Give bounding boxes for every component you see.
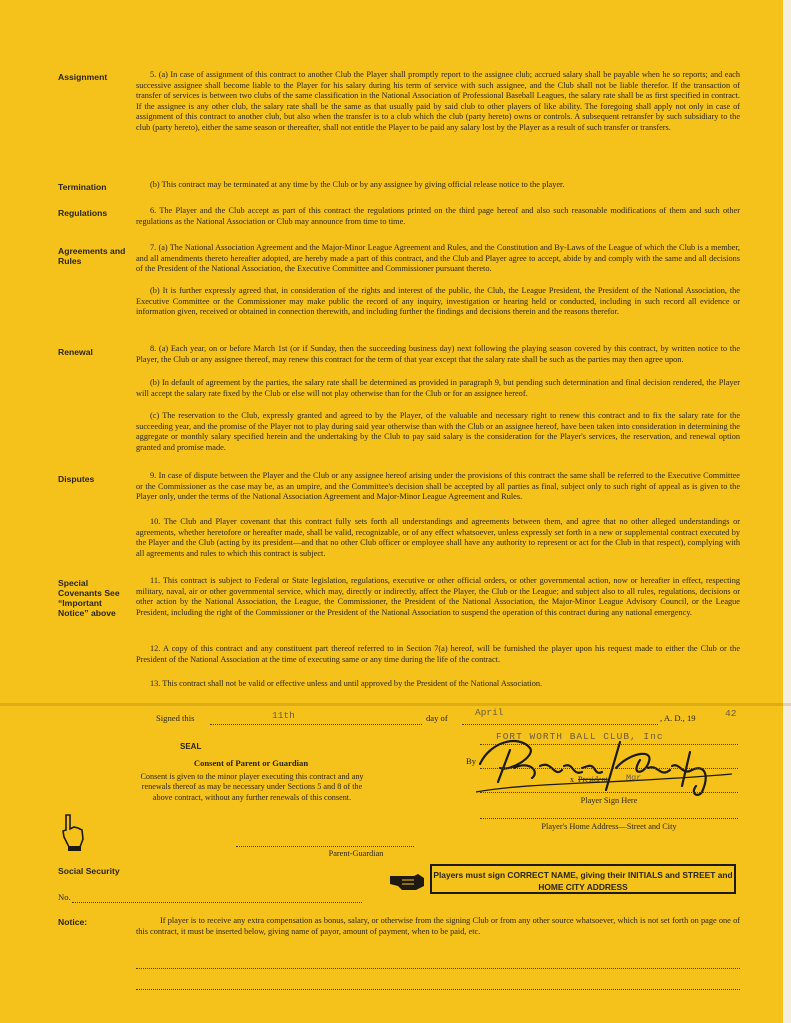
social-security-label: Social Security — [58, 866, 120, 876]
page-edge — [783, 0, 791, 1023]
side-label-special-covenants: Special Covenants See “Important Notice” above — [58, 578, 120, 618]
parent-guardian-line — [236, 846, 414, 847]
side-label-regulations: Regulations — [58, 208, 108, 218]
home-address-label: Player's Home Address—Street and City — [541, 822, 677, 831]
day-value: 11th — [272, 710, 295, 721]
signed-this-label: Signed this — [156, 713, 195, 723]
president-x: x — [570, 775, 574, 784]
paragraph-6: 6. The Player and the Club accept as part of this contract the regulations printed on the third page hereof and also such reasonable modifications of them and such other regulations as the National Association or Club may announce from time to time. — [136, 206, 740, 226]
paragraph-7a: 7. (a) The National Association Agreement and the Major-Minor League Agreement and Rules, and the Constitution and By-Laws of the League of which the Club is a member, and all amendments thereto hereafter adopted, are hereby made a part of this contract, and the Club and Player agree to accept, abide by and comply with the same and all decisions of the President of the National Association, the Executive Committee and Commissioner pursuant thereto. — [136, 243, 740, 274]
notice-label: Notice: — [58, 917, 88, 927]
year-value: 42 — [725, 708, 737, 719]
mgr-value: Mgr — [626, 773, 642, 783]
seal-label: SEAL — [180, 742, 202, 751]
paper-fold — [0, 703, 791, 706]
month-value: April — [475, 707, 504, 718]
paragraph-9: 9. In case of dispute between the Player and the Club or any assignee hereof arising under the provisions of this contract the same shall be referred to the Executive Committee or the Commissioner as the case may be, as an umpire, and the Committee's decision shall be accepted by all parties as final, subject only to such right of appeal as is given to the Player only, under the terms of the National Association Agreement and Major-Minor League Agreement and Rules. — [136, 471, 740, 502]
paragraph-5b: (b) This contract may be terminated at any time by the Club or by any assignee by giving official release notice to the player. — [150, 180, 565, 189]
ad-label: , A. D., 19 — [660, 713, 696, 723]
number-label: No. — [58, 892, 71, 902]
player-sign-label: Player Sign Here — [580, 796, 638, 805]
paragraph-12: 12. A copy of this contract and any constituent part thereof referred to in Section 7(a) hereof, will be furnished the player upon his request made to either the Club or the President of the National Association at the time of executing same or any time during the life of the contract. — [136, 644, 740, 664]
signature-line — [480, 768, 738, 769]
pointing-finger-icon — [388, 868, 428, 892]
pointing-hand-icon — [60, 813, 86, 853]
notice-line-1 — [136, 968, 740, 969]
consent-title: Consent of Parent or Guardian — [193, 758, 309, 768]
consent-body: Consent is given to the minor player executing this contract and any renewals thereof as may be necessary under Sections 5 and 8 of the above contract, without any further renewals of this consent. — [140, 772, 364, 802]
paragraph-13: 13. This contract shall not be valid or effective unless and until approved by the President of the National Association. — [150, 679, 543, 688]
paragraph-10: 10. The Club and Player covenant that this contract fully sets forth all understandings and agreements between them, and agree that no other alleged understandings or agreements, whether heretofore or hereafter made, shall be valid, recognizable, or of any effect whatsoever, unless expressly set forth in a new or supplemental contract executed by the Player and the Club (acting by its president—and that no other Club officer or employee shall have any authority to represent or act for the Club in that respect), complying with all agreements and rules to which this contract is subject. — [136, 517, 740, 558]
side-label-assignment: Assignment — [58, 72, 108, 82]
player-sign-line — [480, 792, 738, 793]
side-label-termination: Termination — [58, 182, 107, 192]
side-label-disputes: Disputes — [58, 474, 95, 484]
paragraph-8c: (c) The reservation to the Club, expressly granted and agreed to by the Player, of the valuable and necessary right to renew this contract and to fix the salary rate for the succeeding year, and the promise of the Player not to play during said year otherwise than with the Club or an assignee hereof, have been taken into consideration in determining the aggregate or monthly salary specified herein and the undertaking by the Club to pay said salary is the consideration for the Player's services, the reservation, and renewal option granted and promise made. — [136, 411, 740, 452]
paragraph-11: 11. This contract is subject to Federal or State legislation, regulations, executive or other official orders, or other governmental action, now or hereafter in effect, respecting military, naval, air or other governmental service, which may, directly or indirectly, affect the Player, the Club or the League; and subject also to all rules, regulations, decisions or other action by the National Association, the League, the Commissioner, the President of the National Association, the Major-Minor League Advisory Council, or the League President, including the right of the Commissioner or the President of the National Association to suspend the operation of this contract during any national emergency. — [136, 576, 740, 617]
address-line — [480, 818, 738, 819]
paragraph-5a: 5. (a) In case of assignment of this contract to another Club the Player shall promptly report to the assignee club; accrued salary shall be payable when he so reports; and each successive assignee shall become liable to the Player for his salary during his term of service with such assignee, and the Club shall not be liable therefor. If the transaction of transfer of services is between two clubs of the same classification in the National Association of Professional Baseball Leagues, the salary rate shall be as first specified in contract. If the assignee is any other club, the salary rate shall be the same as that usually paid by said club to other players of like ability. The foregoing shall apply not only in case of assignment of this contract to another club, but also when the transfer is to a club which the club (party hereto) owns or controls. A subsequent retransfer by such subsidiary to the club (party hereto), either the same season or thereafter, shall not entitle the Player to be paid any salary lost by the Player as a result of such transfer or transfers. — [136, 70, 740, 132]
day-line — [210, 724, 422, 725]
number-line — [72, 902, 362, 903]
by-label: By — [466, 756, 477, 766]
players-must-sign-notice: Players must sign CORRECT NAME, giving their INITIALS and STREET and HOME CITY ADDRESS — [430, 864, 736, 894]
day-of-label: day of — [426, 713, 448, 723]
paragraph-8b: (b) In default of agreement by the parties, the salary rate shall be determined as provided in paragraph 9, but pending such determination and final decision rendered, the Player will accept the salary rate fixed by the Club or else will not play otherwise than for the Club or for an assignee hereof. — [136, 378, 740, 398]
club-name: FORT WORTH BALL CLUB, Inc — [496, 731, 664, 742]
notice-body: If player is to receive any extra compensation as bonus, salary, or otherwise from the signing Club or from any other source whatsoever, which is not set forth on page one of this contract, it must be inserted below, giving name of payor, amount of payment, when to be paid, etc. — [136, 916, 740, 936]
paragraph-8a: 8. (a) Each year, on or before March 1st (or if Sunday, then the succeeding business day) next following the playing season covered by this contract, by written notice to the Player, the Club or any assignee thereof, may renew this contract for the term of that year except that the salary rate shall be such as the parties may then agree upon. — [136, 344, 740, 364]
notice-line-2 — [136, 989, 740, 990]
paragraph-7b: (b) It is further expressly agreed that, in consideration of the rights and interest of the public, the Club, the League President, the President of the National Association, the Executive Committee or the Commissioner may make public the record of any inquiry, investigation or hearing held or conducted, including in such record all evidence or information given, received or obtained in connection therewith, and including further the findings and decisions therein and the reasons therefor. — [136, 286, 740, 317]
president-label: President — [578, 775, 608, 784]
side-label-agreements: Agreements and Rules — [58, 246, 126, 266]
parent-guardian-label: Parent-Guardian — [328, 849, 384, 858]
signature-graphic — [470, 712, 740, 802]
side-label-renewal: Renewal — [58, 347, 93, 357]
